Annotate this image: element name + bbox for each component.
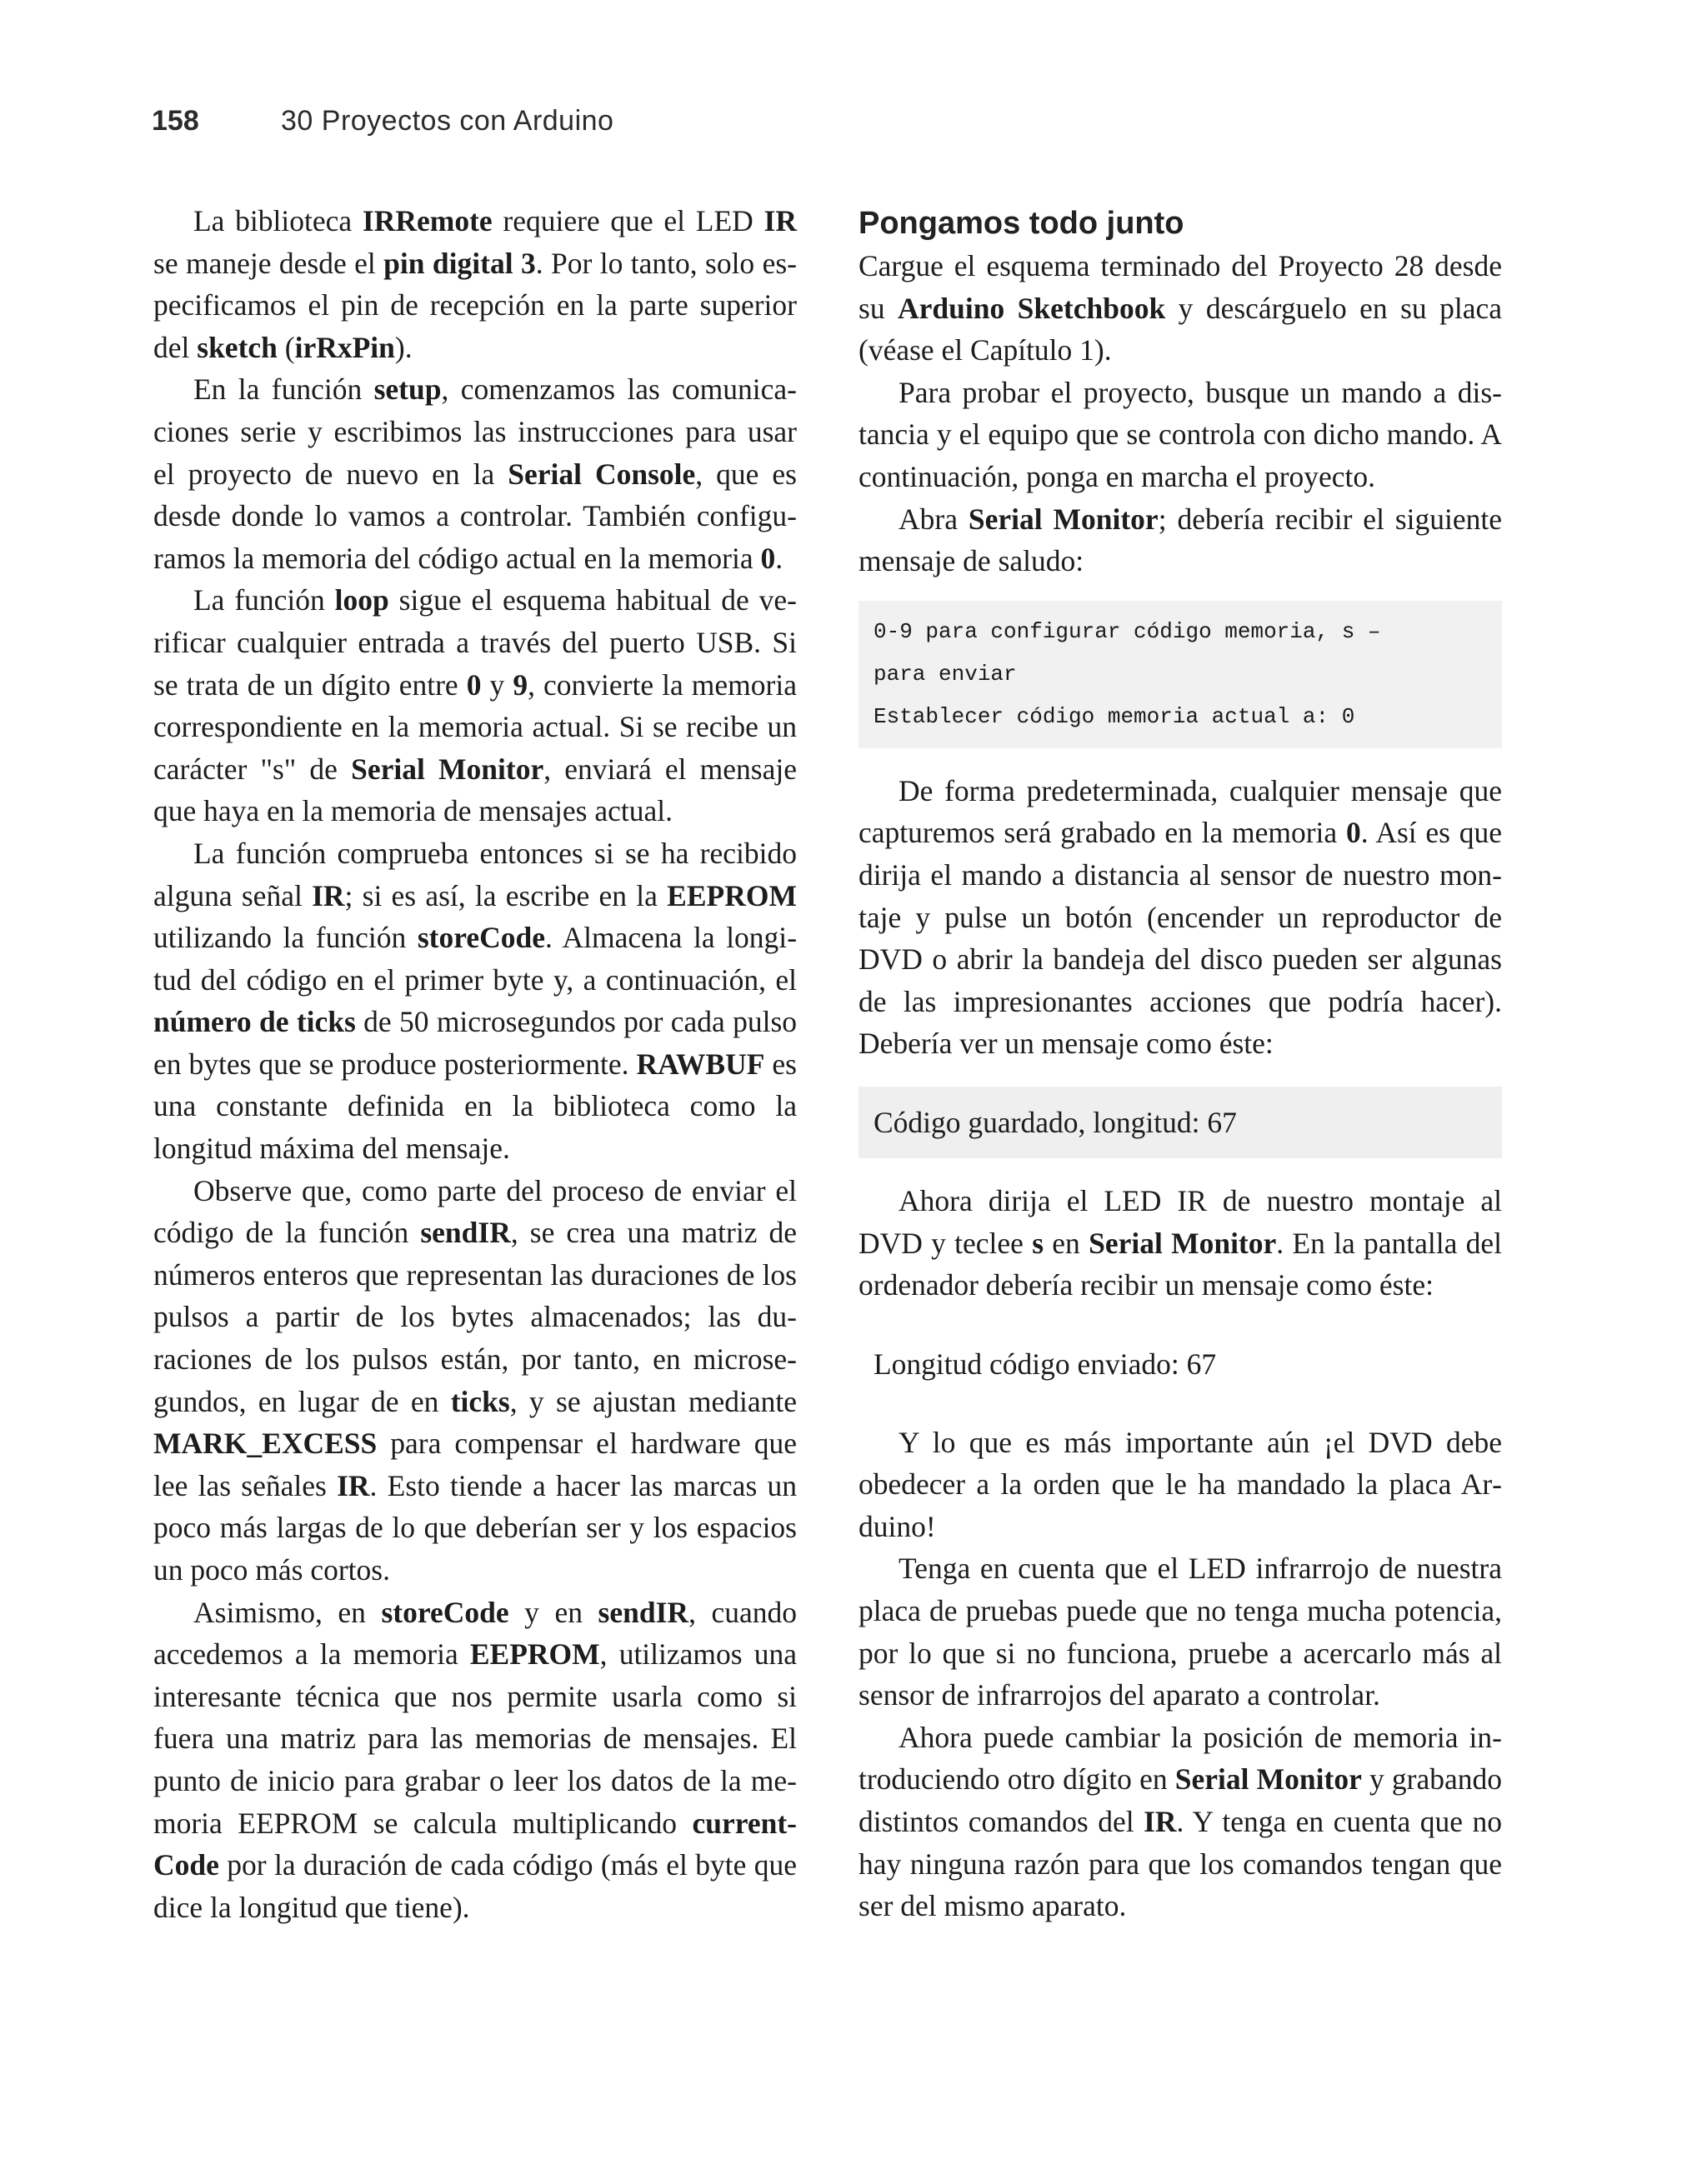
paragraph: Cargue el esquema terminado del Proyecto 28 desde su Arduino Sketchbook y descárguelo en su placa (véase el Capítulo 1).: [859, 249, 1502, 367]
code-line: 0-9 para configurar código memoria, s –: [874, 618, 1381, 644]
paragraph: La función loop sigue el esquema habitual de verificar cualquier entrada a través del puerto USB. Si se trata de un dígito entre 0 y 9, convierte la memoria correspondiente en la memoria actual. Si se recibe un carácter "s" de Serial Monitor, enviará el mensaje que haya en la memoria de mensajes actual.: [153, 583, 797, 828]
paragraph: Tenga en cuenta que el LED infrarrojo de nuestra placa de pruebas puede que no tenga mucha potencia, por lo que si no funciona, pruebe a acercarlo más al sensor de infrarrojos del aparato a controlar.: [859, 1552, 1502, 1712]
paragraph: La biblioteca IRRemote requiere que el LED IR se maneje desde el pin digital 3. Por lo tanto, solo especificamos el pin de recepción en la parte superior del sketch (irRxPin).: [153, 204, 797, 364]
paragraph: Abra Serial Monitor; debería recibir el siguiente mensaje de saludo:: [859, 502, 1502, 578]
paragraph: En la función setup, comenzamos las comunicaciones serie y escribimos las instrucciones para usar el proyecto de nuevo en la Serial Console, que es desde donde lo vamos a controlar. También configuramos la memoria del código actual en la memoria 0.: [153, 372, 797, 575]
paragraph: La función comprueba entonces si se ha recibido alguna señal IR; si es así, la escribe en la EEPROM utilizando la función storeCode. Almacena la longitud del código en el primer byte y, a continuación, el número de ticks de 50 microsegundos por cada pulso en bytes que se produce posteriormente. RAWBUF es una constante definida en la biblioteca como la longitud máxima del mensaje.: [153, 836, 798, 1166]
paragraph: Ahora puede cambiar la posición de memoria introduciendo otro dígito en Serial Monitor y grabando distintos comandos del IR. Y tenga en cuenta que no hay ninguna razón para que los comandos tengan que ser del mismo aparato.: [859, 1720, 1502, 1923]
section-heading: Pongamos todo junto: [859, 206, 1184, 241]
paragraph: Y lo que es más importante aún ¡el DVD debe obedecer a la orden que le ha mandado la placa Arduino!: [859, 1425, 1502, 1543]
paragraph: Asimismo, en storeCode y en sendIR, cuando accedemos a la memoria EEPROM, utilizamos una interesante técnica que nos permite usarla como si fuera una matriz para las memorias de mensajes. El punto de inicio para grabar o leer los datos de la memoria EEPROM se calcula multiplicando currentCode por la duración de cada código (más el byte que dice la longitud que tiene).: [153, 1595, 798, 1924]
paragraph: De forma predeterminada, cualquier mensaje que capturemos será grabado en la memoria 0. Así es que dirija el mando a distancia al sensor de nuestro montaje y pulse un botón (encender un reproductor de DVD o abrir la bandeja del disco pueden ser algunas de las impresionantes acciones que podría hacer). Debería ver un mensaje como éste:: [859, 773, 1503, 1061]
right-column: [859, 202, 1502, 1927]
serial-output-sent: Longitud código enviado: 67: [859, 1328, 1502, 1400]
page-header: [152, 105, 613, 137]
code-line: para enviar: [874, 661, 1017, 687]
paragraph: Para probar el proyecto, busque un mando a distancia y el equipo que se controla con dicho mando. A continuación, ponga en marcha el proyecto.: [859, 375, 1502, 493]
paragraph: Ahora dirija el LED IR de nuestro montaje al DVD y teclee s en Serial Monitor. En la pantalla del ordenador debería recibir un mensaje como éste:: [859, 1183, 1502, 1302]
serial-monitor-greeting: [859, 601, 1502, 748]
paragraph: Observe que, como parte del proceso de enviar el código de la función sendIR, se crea una matriz de números enteros que representan las duraciones de los pulsos a partir de los bytes almacenados; las duraciones de los pulsos están, por tanto, en microsegundos, en lugar de en ticks, y se ajustan mediante MARK_EXCESS para compensar el hardware que lee las señales IR. Esto tiende a hacer las marcas un poco más largas de lo que deberían ser y los espacios un poco más cortos.: [153, 1173, 798, 1587]
book-title: 30 Proyectos con Arduino: [281, 105, 614, 137]
left-column: [153, 200, 797, 1928]
page-number: 158: [152, 105, 199, 137]
code-line: Establecer código memoria actual a: 0: [874, 703, 1355, 729]
serial-output-stored: Código guardado, longitud: 67: [859, 1087, 1502, 1158]
